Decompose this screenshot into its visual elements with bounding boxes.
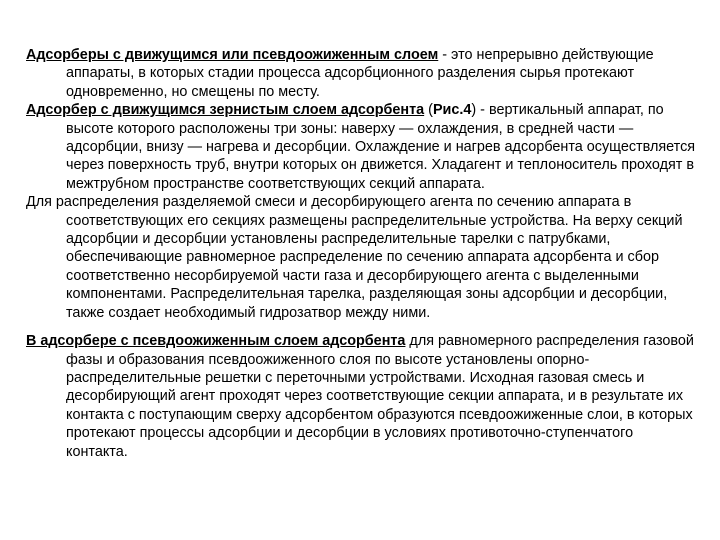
document-body xyxy=(26,46,698,461)
paragraph-distribution-devices xyxy=(26,193,698,322)
paragraph-text: для равномерного распределения газовой фазы и образования псевдоожиженного слоя по высоте установлены опорно-распределительные решетки с переточными устройствами. Исходная газовая смесь и десорбирующий агент проходят через соответствующие секции аппарата, и в результате их контакта с поступающим сверху адсорбентом образуются псевдоожиженные слои, в которых протекают процессы адсорбции и десорбции в условиях противоточно-ступенчатого контакта. xyxy=(66,333,694,460)
term-granular-bed-adsorber: Адсорбер с движущимся зернистым слоем адсорбента xyxy=(26,102,425,119)
figure-reference: Рис.4 xyxy=(432,102,472,119)
paragraph-text: ) - вертикальный аппарат, по высоте которого расположены три зоны: наверху — охлаждения, в средней части — адсорбции, внизу — нагрева и десорбции. Охлаждение и нагрев адсорбента осуществляется через поверхность труб, внутри которых он движется. Хладагент и теплоноситель проходят в межтрубном пространстве соответствующих секций аппарата. xyxy=(66,102,696,192)
paragraph-fluidized-bed-adsorber xyxy=(26,332,698,461)
paragraph-text: Для распределения разделяемой смеси и десорбирующего агента по сечению аппарата в соответствующих его секциях размещены распределительные устройства. На верху секций адсорбции и десорбции установлены распределительные тарелки с патрубками, обеспечивающие равномерное распределение по сечению аппарата адсорбента и сбор соответственно несорбируемой части газа и десорбирующего агента с выделенными компонентами. Распределительная тарелка, разделяющая зоны адсорбции и десорбции, также создает необходимый гидрозатвор между ними. xyxy=(26,194,683,321)
figure-ref-open: ( xyxy=(424,102,433,119)
term-fluidized-bed-adsorber: В адсорбере с псевдоожиженным слоем адсорбента xyxy=(26,333,406,350)
paragraph-text: - это непрерывно действующие аппараты, в которых стадии процесса адсорбционного разделения сырья протекают одновременно, но смещены по месту. xyxy=(66,47,654,100)
paragraph-moving-bed-adsorbers xyxy=(26,46,698,101)
term-moving-fluidized-adsorbers: Адсорберы с движущимся или псевдоожиженным слоем xyxy=(26,47,439,63)
paragraph-granular-bed-adsorber xyxy=(26,101,698,193)
